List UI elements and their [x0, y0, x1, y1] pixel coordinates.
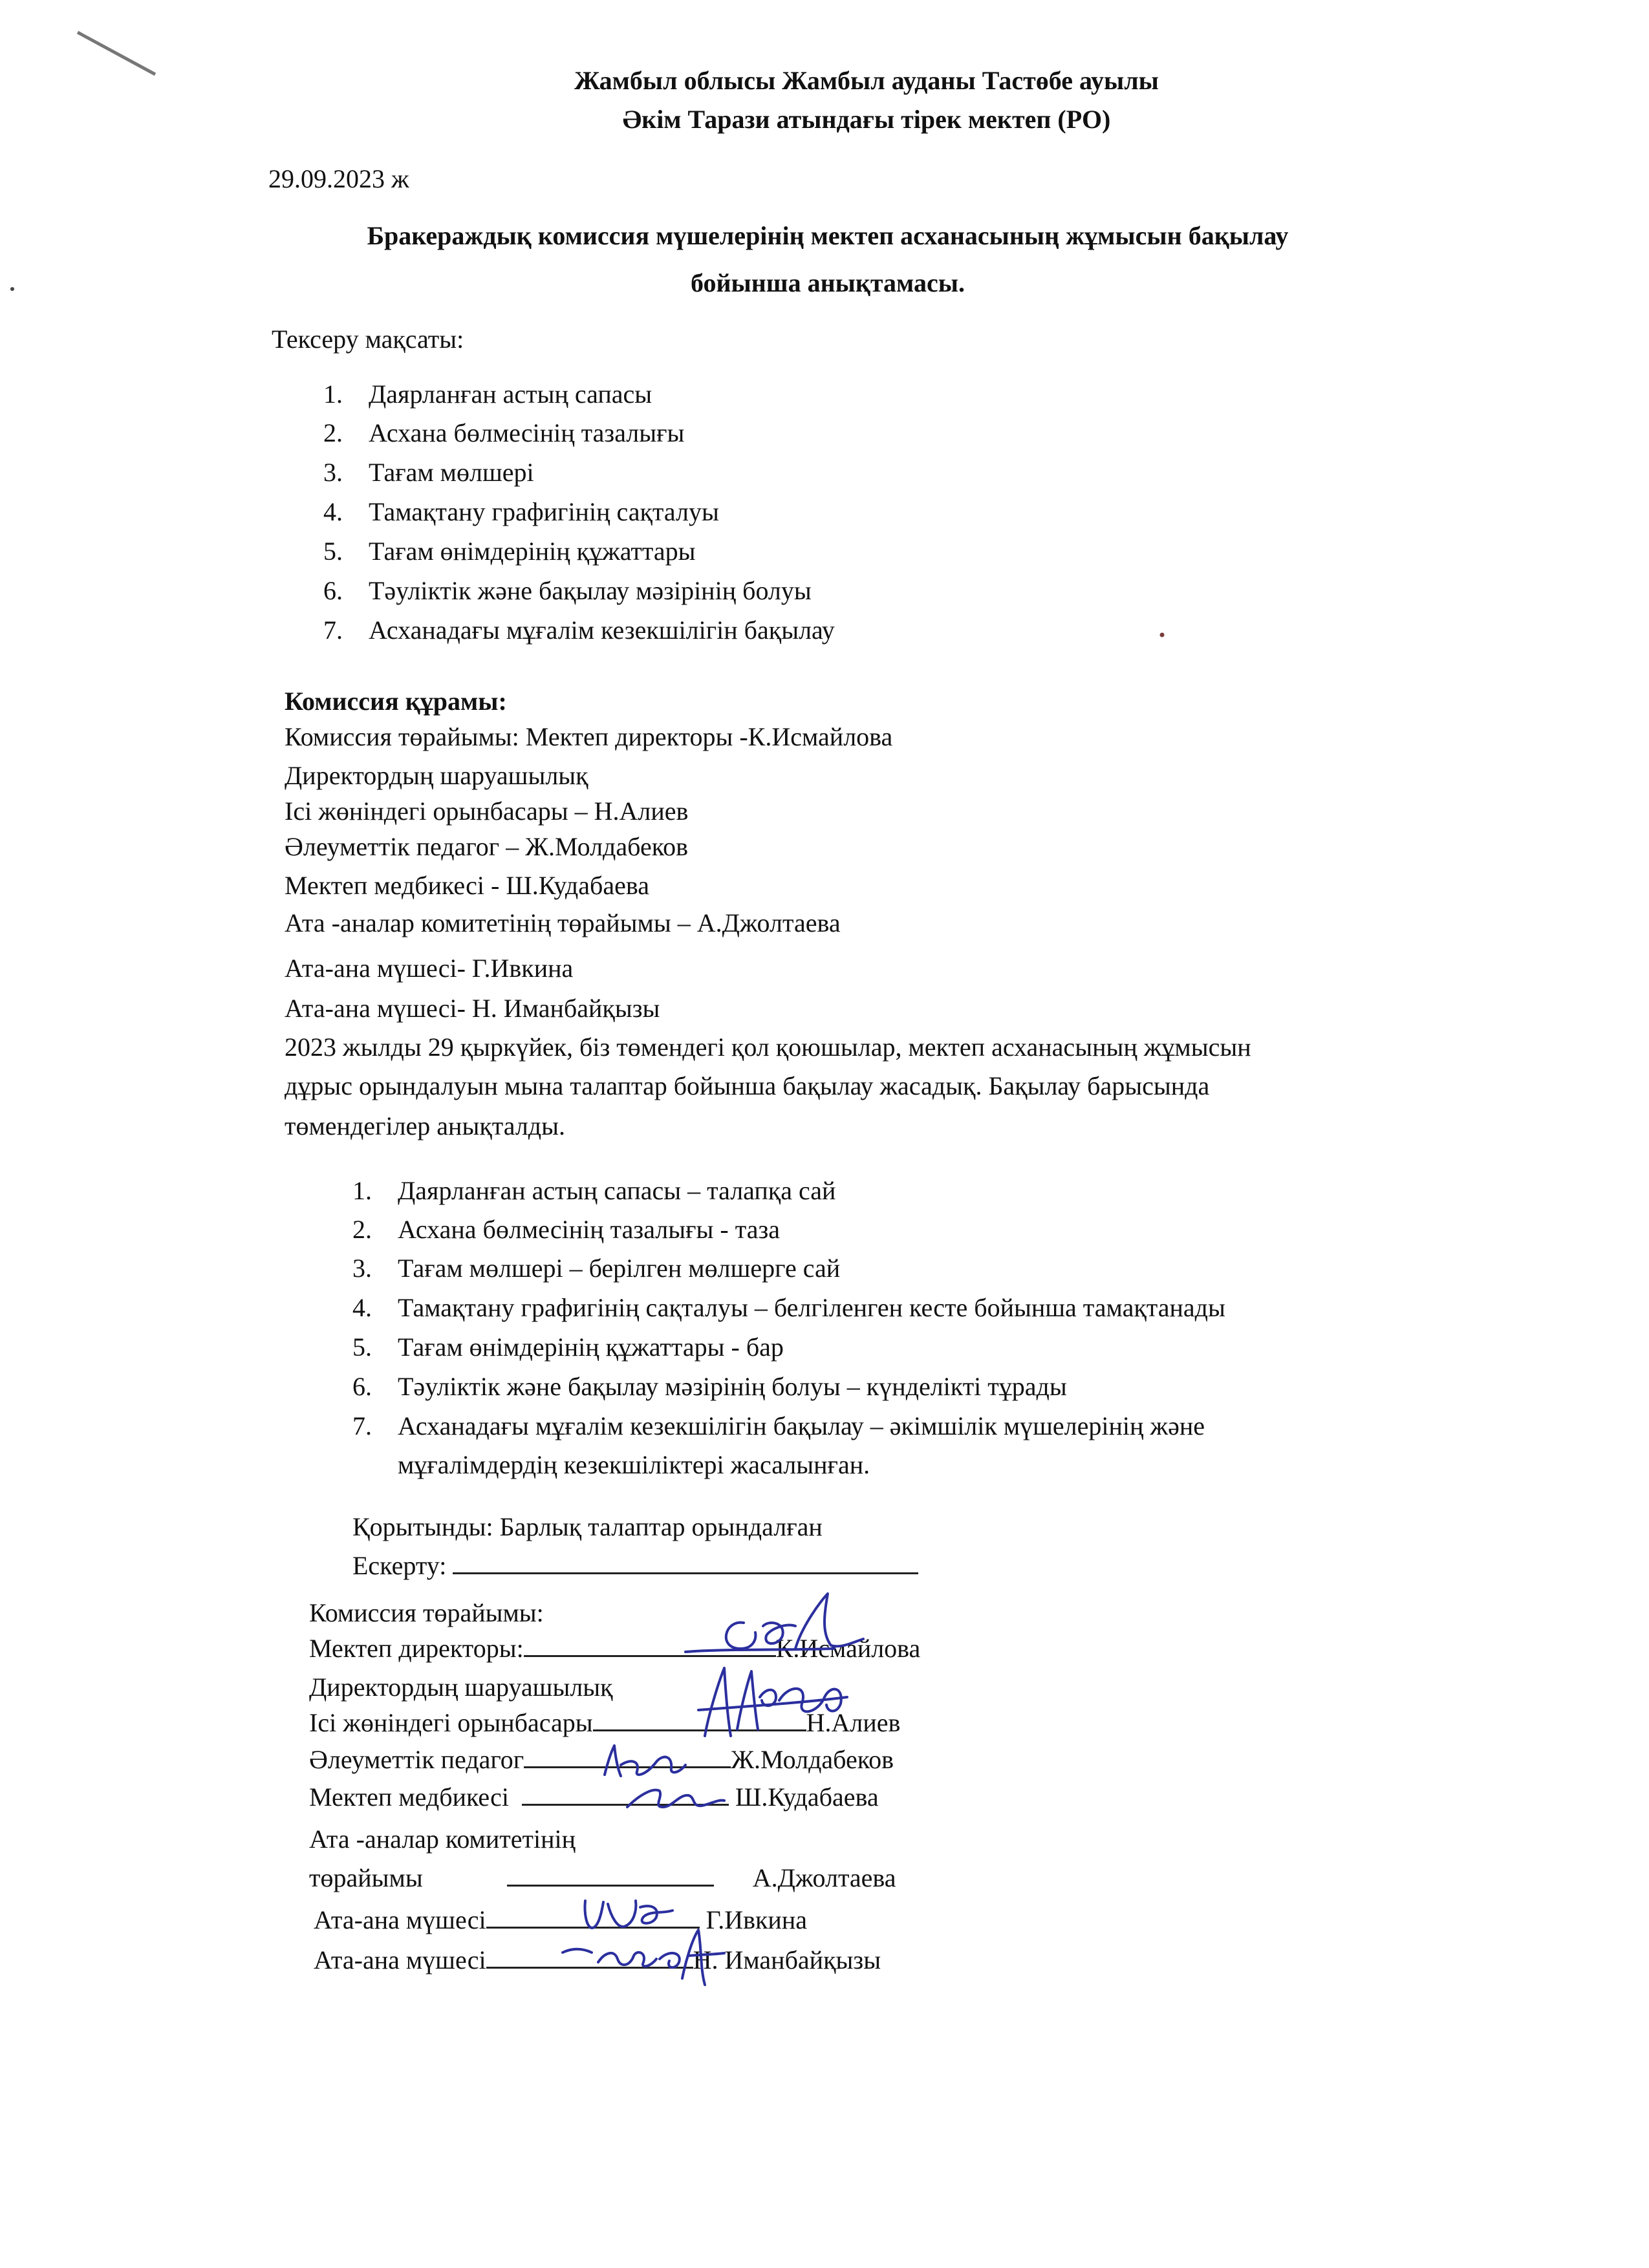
- finding-item: 2. Асхана бөлмесінің тазалығы - таза: [352, 1215, 781, 1244]
- commission-member: Комиссия төрайымы: Мектеп директоры -К.Исмайлова: [285, 722, 893, 751]
- commission-member: Директордың шаруашылық: [285, 761, 588, 790]
- finding-item: 1. Даярланған астың сапасы – талапқа сай: [352, 1176, 836, 1205]
- scan-speck-mark: [1158, 630, 1167, 639]
- scan-speck-mark: [8, 284, 17, 294]
- sig-member1-row: Ата-ана мүшесі Г.Ивкина: [314, 1905, 807, 1934]
- purpose-item: 2. Асхана бөлмесінің тазалығы: [323, 418, 685, 447]
- finding-item: 6. Тәуліктік және бақылау мәзірінің болуы – күнделікті тұрады: [352, 1372, 1067, 1401]
- commission-member: Мектеп медбикесі - Ш.Кудабаева: [285, 871, 649, 900]
- conclusion-text: Қорытынды: Барлық талаптар орындалған: [352, 1512, 823, 1541]
- purpose-item: 5. Тағам өнімдерінің құжаттары: [323, 537, 696, 566]
- finding-item: 7. Асханадағы мұғалім кезекшілігін бақылау – әкімшілік мүшелерінің және: [352, 1411, 1205, 1440]
- body-text-line: 2023 жылды 29 қыркүйек, біз төмендегі қол қоюшылар, мектеп асханасының жұмысын: [285, 1032, 1251, 1062]
- sig-deputy-role-line1: Директордың шаруашылық: [309, 1673, 613, 1702]
- commission-member: Әлеуметтік педагог – Ж.Молдабеков: [285, 832, 689, 861]
- sig-chair-label: Комиссия төрайымы:: [309, 1598, 544, 1627]
- signature-member-imanbaikyzy: [553, 1923, 727, 1995]
- commission-member: Ата -аналар комитетінің төрайымы – А.Джолтаева: [285, 908, 841, 937]
- purpose-item: 4. Тамақтану графигінің сақталуы: [323, 497, 719, 526]
- commission-heading: Комиссия құрамы:: [285, 687, 507, 716]
- commission-member: Ата-ана мүшесі- Н. Иманбайқызы: [285, 994, 660, 1023]
- purpose-item: 1. Даярланған астың сапасы: [323, 380, 652, 409]
- header-region: Жамбыл облысы Жамбыл ауданы Тастөбе ауылы: [574, 66, 1159, 95]
- purpose-item: 3. Тағам мөлшері: [323, 458, 534, 487]
- finding-item: 3. Тағам мөлшері – берілген мөлшерге сай: [352, 1254, 841, 1283]
- sig-parents-row: төрайымы А.Джолтаева: [309, 1863, 896, 1892]
- document-date: 29.09.2023 ж: [268, 164, 409, 193]
- body-text-line: дұрыс орындалуын мына талаптар бойынша бақылау жасадық. Бақылау барысында: [285, 1071, 1210, 1100]
- body-text-line: төмендегілер анықталды.: [285, 1111, 566, 1140]
- signature-nurse: [614, 1775, 731, 1820]
- document-title-line1: Бракераждық комиссия мүшелерінің мектеп асханасының жұмысын бақылау: [367, 221, 1289, 250]
- sig-parents-role-line1: Ата -аналар комитетінің: [309, 1824, 576, 1854]
- sig-nurse-row: Мектеп медбикесі Ш.Кудабаева: [309, 1782, 879, 1812]
- finding-item: 5. Тағам өнімдерінің құжаттары - бар: [352, 1332, 784, 1362]
- commission-member: Ісі жөніндегі орынбасары – Н.Алиев: [285, 797, 689, 826]
- signature-deputy: [679, 1658, 867, 1749]
- document-title-line2: бойынша анықтамасы.: [691, 268, 965, 297]
- sig-member2-row: Ата-ана мүшесі Н. Иманбайқызы: [314, 1945, 881, 1974]
- purpose-item: 7. Асханадағы мұғалім кезекшілігін бақылау: [323, 615, 835, 645]
- signature-line: [507, 1865, 714, 1887]
- header-school: Әкім Тарази атындағы тірек мектеп (РО): [622, 105, 1111, 134]
- sig-social-row: Әлеуметтік педагог Ж.Молдабеков: [309, 1745, 894, 1774]
- note-line: Ескерту:: [352, 1553, 918, 1579]
- finding-item-continuation: мұғалімдердің кезекшіліктері жасалынған.: [398, 1450, 870, 1479]
- sig-deputy-row: Ісі жөніндегі орынбасары Н.Алиев: [309, 1708, 901, 1737]
- note-blank: [453, 1553, 918, 1574]
- purpose-item: 6. Тәуліктік және бақылау мәзірінің болуы: [323, 576, 812, 605]
- sig-director-row: Мектеп директоры: К.Исмайлова: [309, 1634, 921, 1663]
- commission-member: Ата-ана мүшесі- Г.Ивкина: [285, 954, 574, 983]
- finding-item: 4. Тамақтану графигінің сақталуы – белгіленген кесте бойынша тамақтанады: [352, 1293, 1225, 1322]
- purpose-label: Тексеру мақсаты:: [272, 325, 464, 354]
